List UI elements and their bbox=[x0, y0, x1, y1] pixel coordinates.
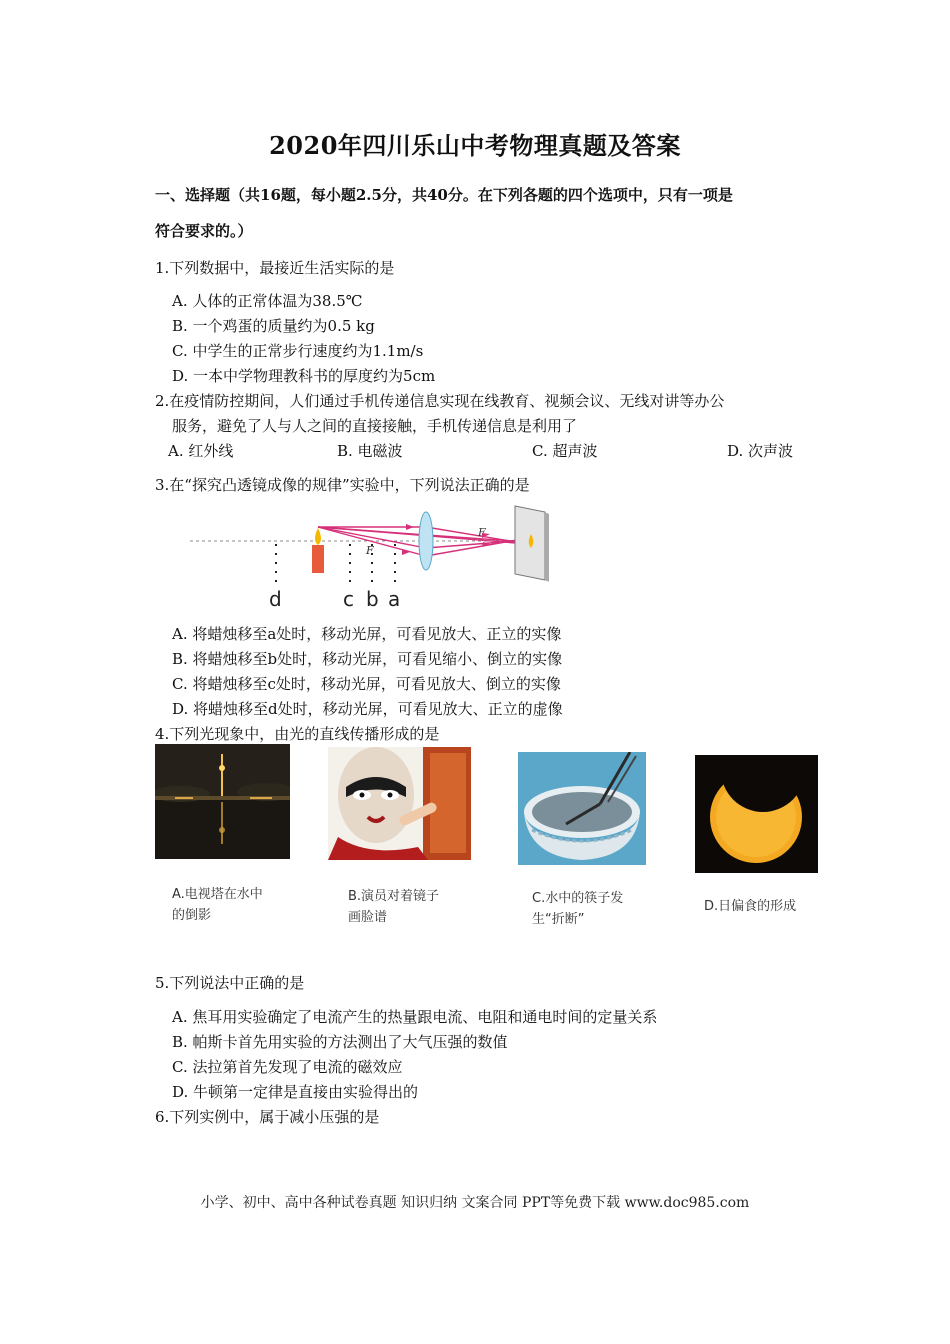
q5-stem: 5.下列说法中正确的是 bbox=[155, 974, 305, 992]
q3-option-d: D. 将蜡烛移至d处时，移动光屏，可看见放大、正立的虚像 bbox=[172, 700, 563, 718]
q3-option-b: B. 将蜡烛移至b处时，移动光屏，可看见缩小、倒立的实像 bbox=[172, 650, 563, 668]
q1-option-d: D. 一本中学物理教科书的厚度约为5cm bbox=[172, 367, 436, 385]
caption-c-line2: 生“折断” bbox=[532, 912, 585, 927]
screen-edge bbox=[545, 512, 549, 582]
q3-stem: 3.在“探究凸透镜成像的规律”实验中，下列说法正确的是 bbox=[155, 476, 530, 494]
lens-diagram bbox=[190, 498, 570, 614]
focal-point-right-label: F bbox=[478, 526, 486, 539]
photo-opera-mirror bbox=[328, 747, 471, 860]
q3-option-a: A. 将蜡烛移至a处时，移动光屏，可看见放大、正立的实像 bbox=[172, 625, 562, 643]
position-label-d: d bbox=[269, 587, 282, 611]
section-heading-line1: 一、选择题（共16题，每小题2.5分，共40分。在下列各题的四个选项中，只有一项是 bbox=[155, 186, 733, 204]
q2-stem-line1: 2.在疫情防控期间，人们通过手机传递信息实现在线教育、视频会议、无线对讲等办公 bbox=[155, 392, 725, 410]
section-heading-line2: 符合要求的。） bbox=[155, 222, 253, 240]
q5-option-c: C. 法拉第首先发现了电流的磁效应 bbox=[172, 1058, 403, 1076]
caption-b bbox=[348, 886, 468, 928]
q1-option-a: A. 人体的正常体温为38.5℃ bbox=[172, 292, 363, 310]
convex-lens bbox=[419, 512, 433, 570]
candle-flame bbox=[315, 528, 321, 545]
q5-option-b: B. 帕斯卡首先用实验的方法测出了大气压强的数值 bbox=[172, 1033, 508, 1051]
photo-solar-eclipse bbox=[695, 755, 818, 873]
caption-c-line1: C.水中的筷子发 bbox=[532, 891, 624, 906]
position-label-c: c bbox=[343, 587, 354, 611]
q2-option-a: A. 红外线 bbox=[168, 442, 234, 460]
caption-b-line1: B.演员对着镜子 bbox=[348, 889, 440, 904]
q6-stem: 6.下列实例中，属于减小压强的是 bbox=[155, 1108, 380, 1126]
q1-stem: 1.下列数据中，最接近生活实际的是 bbox=[155, 259, 395, 277]
q5-option-a: A. 焦耳用实验确定了电流产生的热量跟电流、电阻和通电时间的定量关系 bbox=[172, 1008, 658, 1026]
q2-stem-line2: 服务，避免了人与人之间的直接接触，手机传递信息是利用了 bbox=[172, 417, 578, 435]
caption-a-line2: 的倒影 bbox=[172, 908, 212, 923]
q1-option-c: C. 中学生的正常步行速度约为1.1m/s bbox=[172, 342, 424, 360]
position-markers bbox=[276, 544, 395, 586]
caption-a-line1: A.电视塔在水中 bbox=[172, 887, 263, 902]
caption-b-line2: 画脸谱 bbox=[348, 910, 388, 925]
caption-d-line1: D.日偏食的形成 bbox=[704, 899, 797, 914]
caption-d bbox=[704, 896, 824, 917]
position-label-b: b bbox=[366, 587, 379, 611]
page-footer: 小学、初中、高中各种试卷真题 知识归纳 文案合同 PPT等免费下载 www.doc985.com bbox=[200, 1195, 750, 1211]
page-title: 2020年四川乐山中考物理真题及答案 bbox=[269, 131, 681, 160]
q2-option-c: C. 超声波 bbox=[532, 442, 598, 460]
photo-chopsticks-bowl bbox=[518, 752, 646, 865]
q1-option-b: B. 一个鸡蛋的质量约为0.5 kg bbox=[172, 317, 375, 335]
caption-c bbox=[532, 888, 652, 930]
q5-option-d: D. 牛顿第一定律是直接由实验得出的 bbox=[172, 1083, 419, 1101]
convex-lens-figure bbox=[190, 498, 570, 614]
position-label-a: a bbox=[388, 587, 401, 611]
q3-option-c: C. 将蜡烛移至c处时，移动光屏，可看见放大、倒立的实像 bbox=[172, 675, 561, 693]
photo-tv-tower-reflection bbox=[155, 744, 290, 859]
q2-option-b: B. 电磁波 bbox=[337, 442, 403, 460]
focal-point-left-label: F bbox=[366, 544, 374, 557]
q4-stem: 4.下列光现象中，由光的直线传播形成的是 bbox=[155, 725, 440, 743]
candle-body bbox=[312, 545, 324, 573]
caption-a bbox=[172, 884, 292, 926]
q2-option-d: D. 次声波 bbox=[727, 442, 794, 460]
